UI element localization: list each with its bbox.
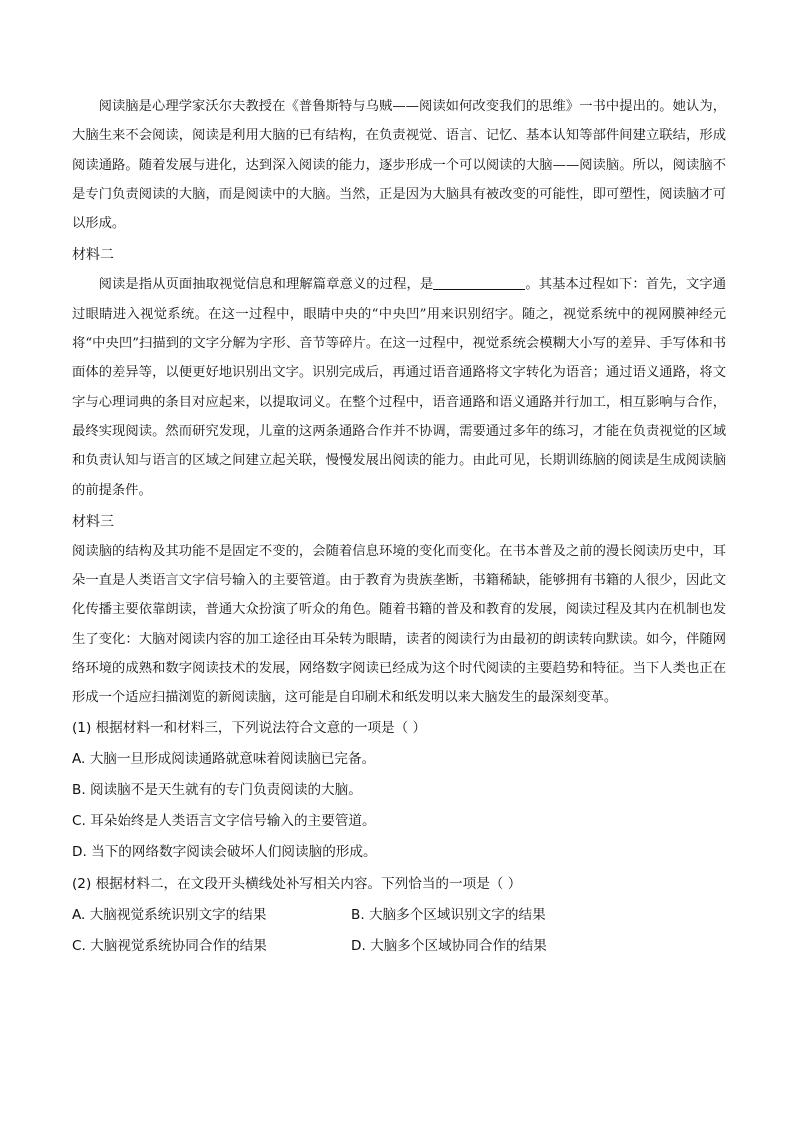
question1-option-b: B. 阅读脑不是天生就有的专门负责阅读的大脑。	[72, 782, 362, 799]
material2-text-after-blank: 。其基本过程如下：首先，文字通过眼睛进入视觉系统。在这一过程中，眼睛中央的“中央凹”用来识别绍字。随之，视觉系统中的视网膜神经元将“中央凹”扫描到的文字分解为字形、音节等碎片。在这一过程中，视觉系统会模糊大小写的差异、手写体和书面体的差异等，以便更好地识别出文字。识别完成后，再通过语音通路将文字转化为语音；通过语义通路，将文字与心理词典的条目对应起来，以提取词义。在整个过程中，语音通路和语义通路并行加工，相互影响与合作，最终实现阅读。然而研究发现，儿童的这两条通路合作并不协调，需要通过多年的练习，才能在负责视觉的区域和负责认知与语言的区域之间建立起关联，慢慢发展出阅读的能力。由此可见，长期训练脑的阅读是生成阅读脑的前提条件。	[72, 277, 727, 498]
question2-option-b: B. 大脑多个区域识别文字的结果	[351, 906, 546, 923]
question1-stem: (1) 根据材料一和材料三，下列说法符合文意的一项是（ ）	[72, 719, 427, 736]
question2-options-row-2	[72, 931, 726, 962]
fill-in-blank-line	[433, 275, 525, 290]
document-page	[72, 92, 726, 962]
material2-heading: 材料二	[72, 247, 114, 264]
question2-stem: (2) 根据材料二，在文段开头横线处补写相关内容。下列恰当的一项是（ ）	[72, 875, 522, 892]
question1-option-a: A. 大脑一旦形成阅读通路就意味着阅读脑已完备。	[72, 750, 376, 767]
question2-option-a: A. 大脑视觉系统识别文字的结果	[72, 906, 267, 923]
question1-option-c: C. 耳朵始终是人类语言文字信号输入的主要管道。	[72, 813, 376, 830]
question2-options-row-1	[72, 900, 726, 931]
question2-option-c: C. 大脑视觉系统协同合作的结果	[72, 938, 267, 955]
material2-text-before-blank: 阅读是指从页面抽取视觉信息和理解篇章意义的过程，是	[98, 277, 434, 293]
material1-paragraph: 阅读脑是心理学家沃尔夫教授在《普鲁斯特与乌贼——阅读如何改变我们的思维》一书中提出的。她认为，大脑生来不会阅读，阅读是利用大脑的已有结构，在负责视觉、语言、记忆、基本认知等部件间建立联结，形成阅读通路。随着发展与进化，达到深入阅读的能力，逐步形成一个可以阅读的大脑——阅读脑。所以，阅读脑不是专门负责阅读的大脑，而是阅读中的大脑。当然，正是因为大脑具有被改变的可能性，即可塑性，阅读脑才可以形成。	[72, 99, 726, 232]
material3-heading: 材料三	[72, 513, 114, 530]
material3-paragraph: 阅读脑的结构及其功能不是固定不变的，会随着信息环境的变化而变化。在书本普及之前的漫长阅读历史中，耳朵一直是人类语言文字信号输入的主要管道。由于教育为贵族垄断，书籍稀缺，能够拥有书籍的人很少，因此文化传播主要依靠朗读，普通大众扮演了听众的角色。随着书籍的普及和教育的发展，阅读过程及其内在机制也发生了变化：大脑对阅读内容的加工途径由耳朵转为眼睛，读者的阅读行为由最初的朗读转向默读。如今，伴随网络环境的成熟和数字阅读技术的发展，网络数字阅读已经成为这个时代阅读的主要趋势和特征。当下人类也正在形成一个适应扫描浏览的新阅读脑，这可能是自印刷术和纸发明以来大脑发生的最深刻变革。	[72, 543, 726, 706]
material2-paragraph	[72, 270, 726, 504]
question2-option-d: D. 大脑多个区域协同合作的结果	[351, 938, 547, 955]
question1-option-d: D. 当下的网络数字阅读会破坏人们阅读脑的形成。	[72, 844, 377, 861]
